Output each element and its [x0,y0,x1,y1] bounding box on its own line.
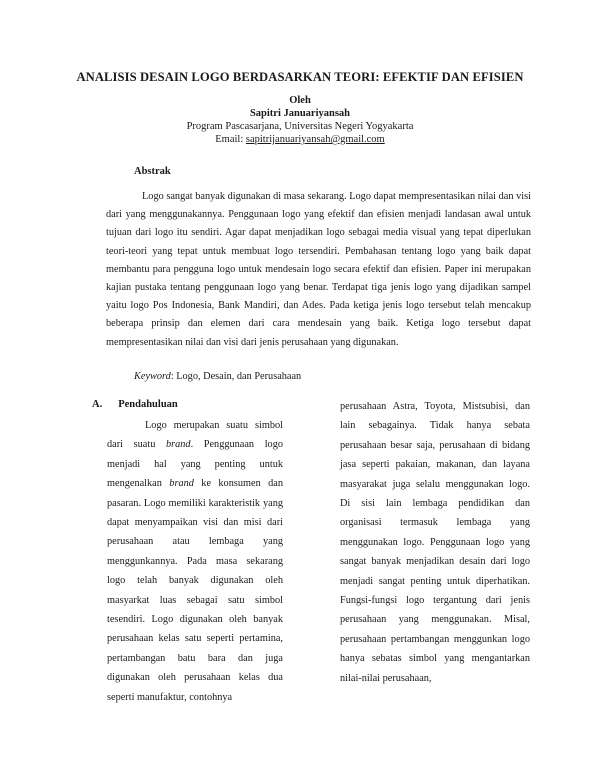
paper-title: ANALISIS DESAIN LOGO BERDASARKAN TEORI: EFEKTIF DAN EFISIEN [76,70,524,84]
email-label: Email: [215,134,246,145]
author-affiliation: Program Pascasarjana, Universitas Negeri Yogyakarta [186,121,414,132]
section-number: A. [92,399,103,410]
by-label: Oleh [289,95,311,106]
brand-term: brand [169,478,194,490]
keyword-label: Keyword [134,371,171,382]
keyword-values: : Logo, Desain, dan Perusahaan [170,371,302,382]
left-column-text: Logo merupakan suatu simbol dari suatu brand. Penggunaan logo menjadi hal yang penting untuk mengenalkan brand ke konsumen dan pasaran. Logo memiliki karakteristik yang dapat menyampaikan visi dan misi dari perusahaan atau lembaga yang menggunkannya. Pada masa sekarang logo telah banyak digunakan oleh masyarkat luas sebagai satu simbol tesendiri. Logo digunakan oleh banyak perusahaan kelas satu seperti pertamina, pertambangan batu bara dan juga digunakan oleh perusahaan kelas dua seperti manufaktur, contohnya [107,420,284,703]
section-heading [92,399,178,410]
right-column-text: perusahaan Astra, Toyota, Mistsubisi, dan lain sebagainya. Tidak hanya sebata perusahaan besar saja, perusahaan di bidang jasa seperti pakaian, makanan, dan layana masyarakat juga selalu menggunakan logo. Di sisi lain lembaga pendidikan dan organisasi termasuk lembaga yang menggunakan logo. Penggunaan logo yang sangat banyak menjadikan desain dari logo menjadi sangat penting untuk diperhatikan. Fungsi-fungsi logo tergantung dari jenis perusahaan yang menggunakan. Misal, perusahaan pertambangan menggunkan logo hanya sebatas simbol yang mengantarkan nilai-nilai perusahaan, [340,401,530,684]
brand-term: brand [165,439,191,451]
email-link[interactable]: sapitrijanuariyansah@gmail.com [245,134,385,145]
abstract-body: Logo sangat banyak digunakan di masa sekarang. Logo dapat mempresentasikan nilai dan visi dari yang menggunakannya. Penggunaan logo yang efektif dan efisien menjadi landasan awal untuk tujuan dari logo itu sendiri. Agar dapat menjadikan logo sebagai media visual yang tepat diperlukan teori-teori yang tepat untuk membuat logo tersendiri. Pembahasan tentang logo yang baik dapat membantu para pengguna logo untuk mendesain logo secara efektif dan efisien. Paper ini merupakan kajian pustaka tentang penggunaan logo yang benar. Terdapat tiga jenis logo yang dijadikan sampel yaitu logo Pos Indonesia, Bank Mandiri, dan Ades. Pada ketiga jenis logo tersebut telah mencakup beberapa prinsip dan elemen dari cara mendesain yang baik. Ketiga logo tersebut dapat mempresentasikan nilai dan visi dari jenis perusahaan yang digunakan. [106,191,531,348]
abstract-heading: Abstrak [134,166,171,177]
keywords-line [134,371,301,382]
author-email-line [0,134,600,145]
author-name: Sapitri Januariyansah [249,108,351,119]
section-title: Pendahuluan [118,399,178,410]
